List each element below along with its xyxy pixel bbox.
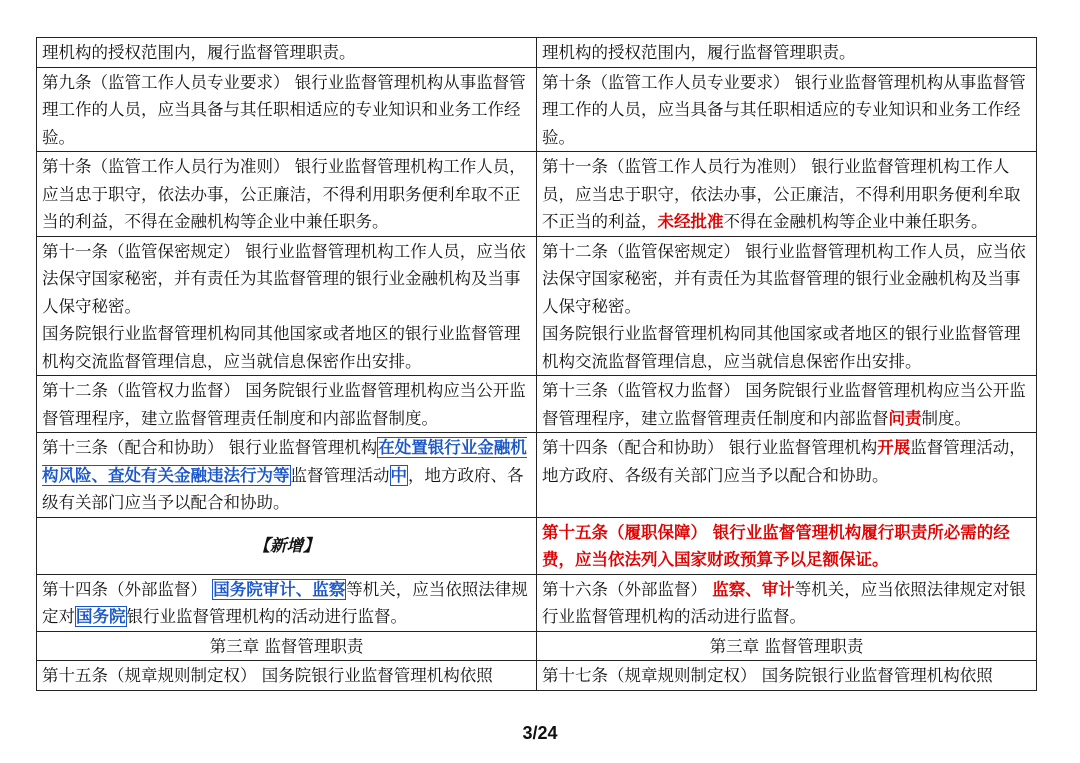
article-text: 第十三条（配合和协助） 银行业监督管理机构在处置银行业金融机构风险、查处有关金融违法行为等监督管理活动中，地方政府、各级有关部门应当予以配合和协助。 — [42, 438, 527, 512]
table-row — [37, 661, 1037, 691]
article-text: 第十五条（规章规则制定权） 国务院银行业监督管理机构依照 — [42, 666, 493, 685]
new-text-cell — [537, 376, 1037, 433]
new-text-cell — [537, 517, 1037, 574]
table-row — [37, 517, 1037, 574]
article-text: 第十六条（外部监督） 监察、审计等机关，应当依照法律规定对银行业监督管理机构的活动进行监督。 — [542, 579, 1026, 626]
added-text: 未经批准 — [657, 212, 724, 231]
article-text: 第十三条（监管权力监督） 国务院银行业监督管理机构应当公开监督管理程序，建立监督管理责任制度和内部监督问责制度。 — [542, 381, 1026, 428]
article-text: 第十一条（监管工作人员行为准则） 银行业监督管理机构工作人员，应当忠于职守，依法办事，公正廉洁，不得利用职务便利牟取不正当的利益，未经批准不得在金融机构等企业中兼任职务。 — [542, 157, 1021, 231]
deleted-text: 国务院审计、监察 — [213, 579, 346, 599]
table-row — [37, 152, 1037, 237]
old-text-cell — [37, 574, 537, 631]
article-text: 理机构的授权范围内，履行监督管理职责。 — [542, 43, 856, 62]
added-text: 监察、审计 — [712, 579, 795, 599]
old-text-cell — [37, 376, 537, 433]
table-row — [37, 236, 1037, 376]
new-text-cell — [537, 236, 1037, 376]
article-text: 第十四条（外部监督） 国务院审计、监察等机关，应当依照法律规定对国务院银行业监督管理机构的活动进行监督。 — [42, 579, 528, 626]
old-text-cell — [37, 661, 537, 691]
page-number: 3/24 — [522, 723, 558, 743]
article-text: 第十条（监管工作人员行为准则） 银行业监督管理机构工作人员，应当忠于职守，依法办事，公正廉洁，不得利用职务便利牟取不正当的利益，不得在金融机构等企业中兼任职务。 — [42, 157, 526, 231]
table-row — [37, 433, 1037, 518]
old-text-cell — [37, 433, 537, 518]
article-text: 第十二条（监管权力监督） 国务院银行业监督管理机构应当公开监督管理程序，建立监督管理责任制度和内部监督制度。 — [42, 381, 526, 428]
article-text: 国务院银行业监督管理机构同其他国家或者地区的银行业监督管理机构交流监督管理信息，应当就信息保密作出安排。 — [42, 324, 521, 371]
old-text-cell — [37, 236, 537, 376]
new-article-marker: 【新增】 — [37, 517, 537, 574]
article-text: 第十条（监管工作人员专业要求） 银行业监督管理机构从事监督管理工作的人员，应当具备与其任职相适应的专业知识和业务工作经验。 — [542, 72, 1026, 147]
deleted-text: 中 — [390, 465, 407, 485]
added-article: 第十五条（履职保障） 银行业监督管理机构履行职责所必需的经费，应当依法列入国家财政预算予以足额保证。 — [542, 522, 1010, 569]
article-text: 理机构的授权范围内，履行监督管理职责。 — [42, 43, 356, 62]
chapter-heading: 第三章 监督管理职责 — [537, 631, 1037, 661]
article-text: 第十一条（监管保密规定） 银行业监督管理机构工作人员，应当依法保守国家秘密，并有责任为其监督管理的银行业金融机构及当事人保守秘密。 — [42, 241, 526, 316]
added-text: 问责 — [888, 408, 922, 428]
article-text: 第十四条（配合和协助） 银行业监督管理机构开展监督管理活动，地方政府、各级有关部门应当予以配合和协助。 — [542, 438, 1026, 485]
article-text: 第十七条（规章规则制定权） 国务院银行业监督管理机构依照 — [542, 666, 993, 685]
old-text-cell — [37, 152, 537, 237]
new-text-cell — [537, 433, 1037, 518]
comparison-table — [36, 37, 1037, 691]
added-text: 开展 — [877, 438, 911, 457]
new-text-cell — [537, 574, 1037, 631]
chapter-heading: 第三章 监督管理职责 — [37, 631, 537, 661]
new-text-cell — [537, 38, 1037, 68]
old-text-cell — [37, 67, 537, 152]
new-text-cell — [537, 67, 1037, 152]
new-text-cell — [537, 661, 1037, 691]
table-row — [37, 631, 1037, 661]
deleted-text: 在处置银行业金融机构风险、查处有关金融违法行为等 — [42, 438, 527, 485]
table-row — [37, 38, 1037, 68]
article-text: 第十二条（监管保密规定） 银行业监督管理机构工作人员，应当依法保守国家秘密，并有责任为其监督管理的银行业金融机构及当事人保守秘密。 — [542, 241, 1026, 316]
table-row — [37, 574, 1037, 631]
article-text: 第九条（监管工作人员专业要求） 银行业监督管理机构从事监督管理工作的人员，应当具备与其任职相适应的专业知识和业务工作经验。 — [42, 72, 526, 147]
old-text-cell — [37, 38, 537, 68]
table-row — [37, 67, 1037, 152]
deleted-text: 国务院 — [76, 607, 126, 626]
table-row — [37, 376, 1037, 433]
article-text: 国务院银行业监督管理机构同其他国家或者地区的银行业监督管理机构交流监督管理信息，应当就信息保密作出安排。 — [542, 324, 1021, 371]
new-text-cell — [537, 152, 1037, 237]
